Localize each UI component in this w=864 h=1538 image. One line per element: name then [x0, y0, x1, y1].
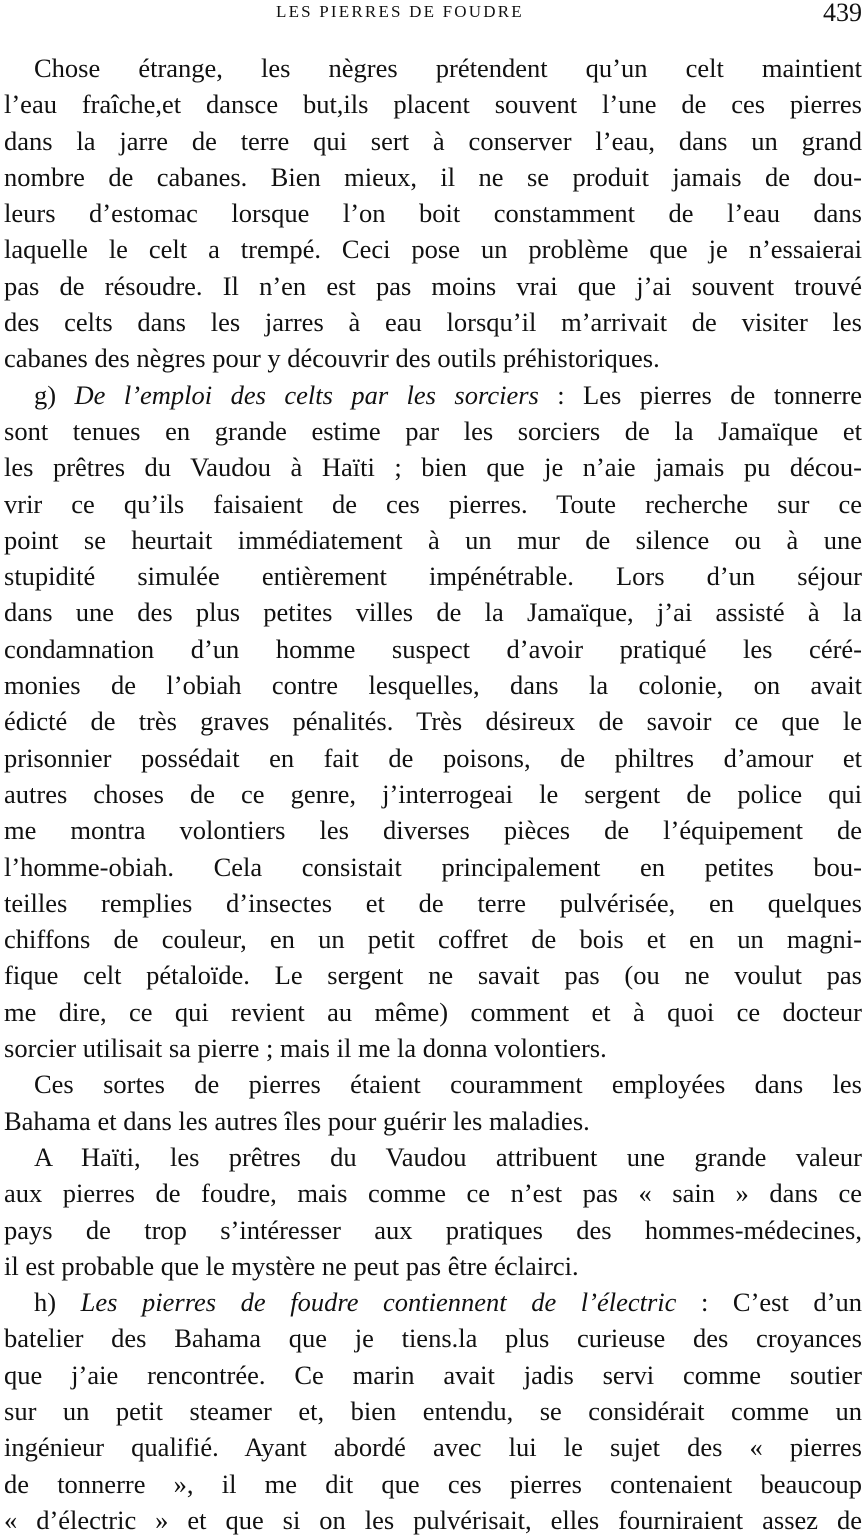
text-line: A Haïti, les prêtres du Vaudou attribuent une grande valeur [34, 1141, 862, 1172]
page-number: 439 [823, 0, 862, 27]
text-line: pas de résoudre. Il n’en est pas moins vrai que j’ai souvent trouvé [4, 270, 862, 301]
text-line: chiffons de couleur, en un petit coffret de bois et en un magni- [4, 924, 862, 955]
text-line: l’homme-obiah. Cela consistait principalement en petites bou- [4, 851, 862, 882]
section-heading-line [4, 377, 862, 413]
text-line: ingénieur qualifié. Ayant abordé avec lui le sujet des « pierres [4, 1432, 862, 1463]
text-line: dans la jarre de terre qui sert à conserver l’eau, dans un grand [4, 125, 862, 156]
text-line: me dire, ce qui revient au même) comment et à quoi ce docteur [4, 996, 862, 1027]
page-header [0, 0, 864, 30]
text-line: des celts dans les jarres à eau lorsqu’il m’arrivait de visiter les [4, 307, 862, 338]
text-line: l’eau fraîche,et dansce but,ils placent souvent l’une de ces pierres [4, 89, 862, 120]
text-line: sur un petit steamer et, bien entendu, se considérait comme un [4, 1395, 862, 1426]
text-line: « d’électric » et que si on les pulvérisait, elles fourniraient assez de [4, 1504, 862, 1535]
text-line: édicté de très graves pénalités. Très désireux de savoir ce que le [4, 706, 862, 737]
text-line: cabanes des nègres pour y découvrir des outils préhistoriques. [4, 343, 660, 374]
text-line: sorcier utilisait sa pierre ; mais il me la donna volontiers. [4, 1033, 607, 1064]
text-line: stupidité simulée entièrement impénétrable. Lors d’un séjour [4, 561, 862, 592]
section-lead-text: : Les pierres de tonnerre [538, 379, 862, 410]
text-line: prisonnier possédait en fait de poisons, de philtres d’amour et [4, 742, 862, 773]
section-heading-line [4, 1284, 862, 1320]
text-line: Chose étrange, les nègres prétendent qu’un celt maintient [34, 53, 862, 83]
text-line: de tonnerre », il me dit que ces pierres contenaient beaucoup [4, 1468, 862, 1499]
running-title: LES PIERRES DE FOUDRE [276, 2, 524, 21]
text-line: les prêtres du Vaudou à Haïti ; bien que je n’aie jamais pu décou- [4, 452, 862, 483]
text-line: monies de l’obiah contre lesquelles, dans la colonie, on avait [4, 670, 862, 701]
text-line: autres choses de ce genre, j’interrogeai le sergent de police qui [4, 778, 862, 809]
text-line: il est probable que le mystère ne peut pas être éclairci. [4, 1250, 579, 1281]
text-line: aux pierres de foudre, mais comme ce n’est pas « sain » dans ce [4, 1178, 862, 1209]
text-line: point se heurtait immédiatement à un mur de silence ou à une [4, 524, 862, 555]
section-lead-text: : C’est d’un [676, 1287, 862, 1318]
text-line: batelier des Bahama que je tiens.la plus curieuse des croyances [4, 1323, 862, 1354]
text-line: dans une des plus petites villes de la Jamaïque, j’ai assisté à la [4, 597, 862, 628]
text-line: fique celt pétaloïde. Le sergent ne savait pas (ou ne voulut pas [4, 960, 862, 991]
text-line: laquelle le celt a trempé. Ceci pose un problème que je n’essaierai [4, 234, 862, 265]
text-line: teilles remplies d’insectes et de terre pulvérisée, en quelques [4, 887, 862, 918]
section-title: De l’emploi des celts par les sorciers [74, 379, 539, 410]
text-line: Bahama et dans les autres îles pour guérir les maladies. [4, 1105, 590, 1136]
text-line: leurs d’estomac lorsque l’on boit constamment de l’eau dans [4, 198, 862, 229]
text-line: que j’aie rencontrée. Ce marin avait jadis servi comme soutier [4, 1359, 862, 1390]
text-line: Ces sortes de pierres étaient couramment employées dans les [34, 1069, 862, 1100]
body-text [4, 50, 862, 1538]
text-line: pays de trop s’intéresser aux pratiques des hommes-médecines, [4, 1214, 862, 1245]
section-label: h) [34, 1287, 81, 1318]
section-title: Les pierres de foudre contiennent de l’électric [80, 1287, 677, 1318]
text-line: condamnation d’un homme suspect d’avoir pratiqué les céré- [4, 633, 862, 664]
text-line: nombre de cabanes. Bien mieux, il ne se produit jamais de dou- [4, 161, 862, 192]
text-line: vrir ce qu’ils faisaient de ces pierres. Toute recherche sur ce [4, 488, 862, 519]
text-line: sont tenues en grande estime par les sorciers de la Jamaïque et [4, 415, 862, 446]
section-label: g) [34, 379, 75, 410]
text-line: me montra volontiers les diverses pièces de l’équipement de [4, 815, 862, 846]
